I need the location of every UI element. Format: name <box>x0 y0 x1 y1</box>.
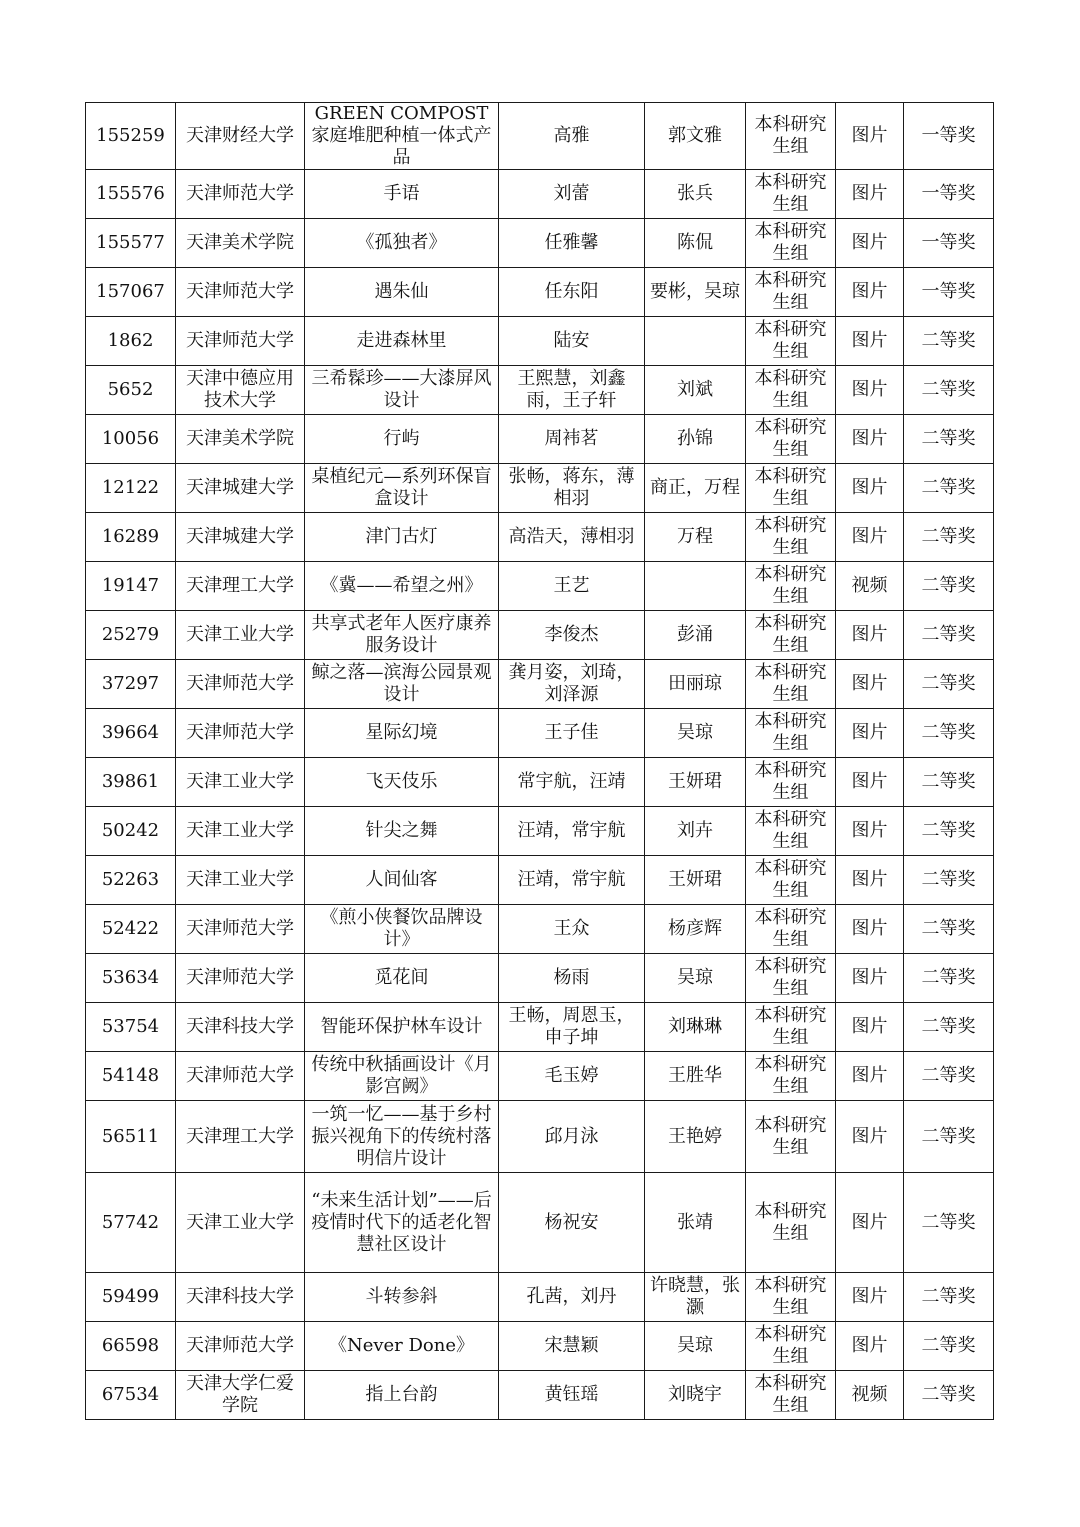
group-cell: 本科研究生组 <box>746 317 836 366</box>
table-row <box>86 1322 994 1371</box>
work-title-cell: 《煎小侠餐饮品牌设计》 <box>305 905 499 954</box>
authors-cell: 王熙慧，刘鑫雨，王子轩 <box>499 366 645 415</box>
award-level-cell: 二等奖 <box>904 1371 994 1420</box>
work-type-cell: 图片 <box>836 758 904 807</box>
work-title-cell: 一筑一忆——基于乡村振兴视角下的传统村落明信片设计 <box>305 1101 499 1173</box>
table-row <box>86 1052 994 1101</box>
work-title-cell: 飞天伎乐 <box>305 758 499 807</box>
group-cell: 本科研究生组 <box>746 1322 836 1371</box>
authors-cell: 汪靖，常宇航 <box>499 807 645 856</box>
advisor-cell: 刘斌 <box>645 366 746 415</box>
award-level-cell: 一等奖 <box>904 268 994 317</box>
award-id-cell: 57742 <box>86 1173 176 1273</box>
group-cell: 本科研究生组 <box>746 170 836 219</box>
work-type-cell: 图片 <box>836 170 904 219</box>
group-cell: 本科研究生组 <box>746 1371 836 1420</box>
table-row <box>86 1371 994 1420</box>
school-cell: 天津师范大学 <box>176 1052 305 1101</box>
work-title-cell: 智能环保护林车设计 <box>305 1003 499 1052</box>
school-cell: 天津师范大学 <box>176 1322 305 1371</box>
work-title-cell: 鲸之落—滨海公园景观设计 <box>305 660 499 709</box>
award-level-cell: 二等奖 <box>904 856 994 905</box>
work-type-cell: 图片 <box>836 1173 904 1273</box>
school-cell: 天津城建大学 <box>176 513 305 562</box>
school-cell: 天津美术学院 <box>176 415 305 464</box>
work-title-cell: 三希髹珍——大漆屏风设计 <box>305 366 499 415</box>
advisor-cell <box>645 317 746 366</box>
group-cell: 本科研究生组 <box>746 709 836 758</box>
authors-cell: 周袆茗 <box>499 415 645 464</box>
school-cell: 天津师范大学 <box>176 660 305 709</box>
group-cell: 本科研究生组 <box>746 103 836 170</box>
table-row <box>86 513 994 562</box>
award-id-cell: 19147 <box>86 562 176 611</box>
work-title-cell: 星际幻境 <box>305 709 499 758</box>
table-row <box>86 954 994 1003</box>
advisor-cell: 王胜华 <box>645 1052 746 1101</box>
work-type-cell: 图片 <box>836 1003 904 1052</box>
advisor-cell <box>645 562 746 611</box>
school-cell: 天津科技大学 <box>176 1003 305 1052</box>
group-cell: 本科研究生组 <box>746 954 836 1003</box>
work-title-cell: 人间仙客 <box>305 856 499 905</box>
table-row <box>86 1173 994 1273</box>
award-list-table <box>85 102 994 1420</box>
advisor-cell: 要彬，吴琼 <box>645 268 746 317</box>
work-type-cell: 视频 <box>836 1371 904 1420</box>
award-id-cell: 157067 <box>86 268 176 317</box>
work-title-cell: 指上台韵 <box>305 1371 499 1420</box>
award-level-cell: 二等奖 <box>904 807 994 856</box>
advisor-cell: 吴琼 <box>645 1322 746 1371</box>
award-id-cell: 53754 <box>86 1003 176 1052</box>
work-title-cell: 津门古灯 <box>305 513 499 562</box>
authors-cell: 刘蕾 <box>499 170 645 219</box>
authors-cell: 汪靖，常宇航 <box>499 856 645 905</box>
advisor-cell: 王艳婷 <box>645 1101 746 1173</box>
table-row <box>86 103 994 170</box>
group-cell: 本科研究生组 <box>746 415 836 464</box>
school-cell: 天津大学仁爱学院 <box>176 1371 305 1420</box>
group-cell: 本科研究生组 <box>746 807 836 856</box>
authors-cell: 毛玉婷 <box>499 1052 645 1101</box>
authors-cell: 任东阳 <box>499 268 645 317</box>
school-cell: 天津工业大学 <box>176 758 305 807</box>
school-cell: 天津师范大学 <box>176 905 305 954</box>
work-title-cell: 行屿 <box>305 415 499 464</box>
award-level-cell: 一等奖 <box>904 170 994 219</box>
advisor-cell: 王妍珺 <box>645 856 746 905</box>
school-cell: 天津财经大学 <box>176 103 305 170</box>
table-row <box>86 1101 994 1173</box>
work-type-cell: 图片 <box>836 317 904 366</box>
award-id-cell: 52263 <box>86 856 176 905</box>
work-type-cell: 图片 <box>836 1052 904 1101</box>
table-row <box>86 905 994 954</box>
group-cell: 本科研究生组 <box>746 562 836 611</box>
award-id-cell: 155576 <box>86 170 176 219</box>
authors-cell: 龚月姿，刘琦，刘泽源 <box>499 660 645 709</box>
work-type-cell: 图片 <box>836 464 904 513</box>
group-cell: 本科研究生组 <box>746 1173 836 1273</box>
authors-cell: 黄钰瑶 <box>499 1371 645 1420</box>
group-cell: 本科研究生组 <box>746 856 836 905</box>
table-row <box>86 268 994 317</box>
authors-cell: 陆安 <box>499 317 645 366</box>
advisor-cell: 商正，万程 <box>645 464 746 513</box>
work-title-cell: 觅花间 <box>305 954 499 1003</box>
award-level-cell: 二等奖 <box>904 317 994 366</box>
advisor-cell: 杨彦辉 <box>645 905 746 954</box>
advisor-cell: 吴琼 <box>645 954 746 1003</box>
school-cell: 天津工业大学 <box>176 611 305 660</box>
award-id-cell: 56511 <box>86 1101 176 1173</box>
award-level-cell: 二等奖 <box>904 954 994 1003</box>
group-cell: 本科研究生组 <box>746 268 836 317</box>
group-cell: 本科研究生组 <box>746 1101 836 1173</box>
advisor-cell: 刘晓宇 <box>645 1371 746 1420</box>
table-row <box>86 856 994 905</box>
work-type-cell: 图片 <box>836 219 904 268</box>
award-id-cell: 59499 <box>86 1273 176 1322</box>
authors-cell: 王众 <box>499 905 645 954</box>
work-title-cell: 共享式老年人医疗康养服务设计 <box>305 611 499 660</box>
award-id-cell: 155259 <box>86 103 176 170</box>
work-type-cell: 图片 <box>836 1101 904 1173</box>
award-level-cell: 二等奖 <box>904 709 994 758</box>
work-type-cell: 图片 <box>836 1322 904 1371</box>
school-cell: 天津工业大学 <box>176 1173 305 1273</box>
school-cell: 天津中德应用技术大学 <box>176 366 305 415</box>
award-id-cell: 25279 <box>86 611 176 660</box>
group-cell: 本科研究生组 <box>746 464 836 513</box>
group-cell: 本科研究生组 <box>746 660 836 709</box>
advisor-cell: 田丽琼 <box>645 660 746 709</box>
work-title-cell: 针尖之舞 <box>305 807 499 856</box>
table-row <box>86 219 994 268</box>
award-id-cell: 1862 <box>86 317 176 366</box>
group-cell: 本科研究生组 <box>746 758 836 807</box>
advisor-cell: 王妍珺 <box>645 758 746 807</box>
authors-cell: 张畅，蒋东，薄相羽 <box>499 464 645 513</box>
authors-cell: 高浩天，薄相羽 <box>499 513 645 562</box>
table-row <box>86 317 994 366</box>
award-id-cell: 10056 <box>86 415 176 464</box>
award-id-cell: 12122 <box>86 464 176 513</box>
school-cell: 天津师范大学 <box>176 317 305 366</box>
authors-cell: 杨雨 <box>499 954 645 1003</box>
school-cell: 天津美术学院 <box>176 219 305 268</box>
work-title-cell: “未来生活计划”——后疫情时代下的适老化智慧社区设计 <box>305 1173 499 1273</box>
award-id-cell: 53634 <box>86 954 176 1003</box>
group-cell: 本科研究生组 <box>746 366 836 415</box>
award-level-cell: 二等奖 <box>904 513 994 562</box>
group-cell: 本科研究生组 <box>746 1052 836 1101</box>
group-cell: 本科研究生组 <box>746 905 836 954</box>
award-level-cell: 二等奖 <box>904 905 994 954</box>
award-level-cell: 二等奖 <box>904 415 994 464</box>
award-id-cell: 66598 <box>86 1322 176 1371</box>
authors-cell: 王畅，周恩玉，申子坤 <box>499 1003 645 1052</box>
award-id-cell: 37297 <box>86 660 176 709</box>
group-cell: 本科研究生组 <box>746 1273 836 1322</box>
school-cell: 天津理工大学 <box>176 562 305 611</box>
work-type-cell: 图片 <box>836 611 904 660</box>
authors-cell: 孔茜，刘丹 <box>499 1273 645 1322</box>
authors-cell: 邱月泳 <box>499 1101 645 1173</box>
work-title-cell: 遇朱仙 <box>305 268 499 317</box>
school-cell: 天津科技大学 <box>176 1273 305 1322</box>
advisor-cell: 刘卉 <box>645 807 746 856</box>
work-title-cell: 《冀——希望之州》 <box>305 562 499 611</box>
award-id-cell: 39664 <box>86 709 176 758</box>
school-cell: 天津工业大学 <box>176 856 305 905</box>
work-type-cell: 图片 <box>836 709 904 758</box>
work-title-cell: 手语 <box>305 170 499 219</box>
table-row <box>86 611 994 660</box>
award-level-cell: 二等奖 <box>904 1003 994 1052</box>
work-type-cell: 图片 <box>836 268 904 317</box>
table-row <box>86 415 994 464</box>
award-level-cell: 二等奖 <box>904 758 994 807</box>
authors-cell: 宋慧颖 <box>499 1322 645 1371</box>
advisor-cell: 吴琼 <box>645 709 746 758</box>
award-id-cell: 16289 <box>86 513 176 562</box>
award-level-cell: 二等奖 <box>904 562 994 611</box>
award-id-cell: 52422 <box>86 905 176 954</box>
table-row <box>86 758 994 807</box>
work-title-cell: 传统中秋插画设计《月影宫阙》 <box>305 1052 499 1101</box>
work-type-cell: 图片 <box>836 513 904 562</box>
authors-cell: 王艺 <box>499 562 645 611</box>
school-cell: 天津师范大学 <box>176 709 305 758</box>
award-id-cell: 5652 <box>86 366 176 415</box>
authors-cell: 李俊杰 <box>499 611 645 660</box>
authors-cell: 王子佳 <box>499 709 645 758</box>
advisor-cell: 万程 <box>645 513 746 562</box>
award-level-cell: 二等奖 <box>904 1173 994 1273</box>
award-level-cell: 二等奖 <box>904 660 994 709</box>
work-type-cell: 图片 <box>836 954 904 1003</box>
work-type-cell: 图片 <box>836 103 904 170</box>
school-cell: 天津工业大学 <box>176 807 305 856</box>
award-id-cell: 54148 <box>86 1052 176 1101</box>
advisor-cell: 郭文雅 <box>645 103 746 170</box>
school-cell: 天津理工大学 <box>176 1101 305 1173</box>
work-type-cell: 图片 <box>836 807 904 856</box>
table-row <box>86 464 994 513</box>
group-cell: 本科研究生组 <box>746 611 836 660</box>
award-id-cell: 39861 <box>86 758 176 807</box>
work-type-cell: 图片 <box>836 415 904 464</box>
group-cell: 本科研究生组 <box>746 513 836 562</box>
authors-cell: 常宇航，汪靖 <box>499 758 645 807</box>
advisor-cell: 彭涌 <box>645 611 746 660</box>
school-cell: 天津师范大学 <box>176 170 305 219</box>
work-type-cell: 视频 <box>836 562 904 611</box>
table-row <box>86 660 994 709</box>
authors-cell: 杨祝安 <box>499 1173 645 1273</box>
advisor-cell: 孙锦 <box>645 415 746 464</box>
authors-cell: 任雅馨 <box>499 219 645 268</box>
award-id-cell: 67534 <box>86 1371 176 1420</box>
award-level-cell: 二等奖 <box>904 1322 994 1371</box>
award-level-cell: 一等奖 <box>904 103 994 170</box>
work-title-cell: 桌植纪元—系列环保盲盒设计 <box>305 464 499 513</box>
work-type-cell: 图片 <box>836 856 904 905</box>
work-title-cell: 《孤独者》 <box>305 219 499 268</box>
table-row <box>86 170 994 219</box>
advisor-cell: 张兵 <box>645 170 746 219</box>
work-title-cell: GREEN COMPOST家庭堆肥种植一体式产品 <box>305 103 499 170</box>
award-id-cell: 155577 <box>86 219 176 268</box>
advisor-cell: 刘琳琳 <box>645 1003 746 1052</box>
award-level-cell: 二等奖 <box>904 1052 994 1101</box>
work-type-cell: 图片 <box>836 905 904 954</box>
table-body <box>86 103 994 1420</box>
school-cell: 天津城建大学 <box>176 464 305 513</box>
award-id-cell: 50242 <box>86 807 176 856</box>
award-level-cell: 一等奖 <box>904 219 994 268</box>
work-type-cell: 图片 <box>836 1273 904 1322</box>
authors-cell: 高雅 <box>499 103 645 170</box>
advisor-cell: 陈侃 <box>645 219 746 268</box>
advisor-cell: 张靖 <box>645 1173 746 1273</box>
work-title-cell: 走进森林里 <box>305 317 499 366</box>
table-row <box>86 562 994 611</box>
award-level-cell: 二等奖 <box>904 366 994 415</box>
award-level-cell: 二等奖 <box>904 1101 994 1173</box>
work-type-cell: 图片 <box>836 660 904 709</box>
table-row <box>86 709 994 758</box>
work-title-cell: 斗转参斜 <box>305 1273 499 1322</box>
table-row <box>86 366 994 415</box>
group-cell: 本科研究生组 <box>746 1003 836 1052</box>
work-title-cell: 《Never Done》 <box>305 1322 499 1371</box>
school-cell: 天津师范大学 <box>176 268 305 317</box>
group-cell: 本科研究生组 <box>746 219 836 268</box>
table-row <box>86 1273 994 1322</box>
award-level-cell: 二等奖 <box>904 464 994 513</box>
award-level-cell: 二等奖 <box>904 611 994 660</box>
table-row <box>86 1003 994 1052</box>
table-row <box>86 807 994 856</box>
award-level-cell: 二等奖 <box>904 1273 994 1322</box>
work-type-cell: 图片 <box>836 366 904 415</box>
school-cell: 天津师范大学 <box>176 954 305 1003</box>
advisor-cell: 许晓慧，张灏 <box>645 1273 746 1322</box>
